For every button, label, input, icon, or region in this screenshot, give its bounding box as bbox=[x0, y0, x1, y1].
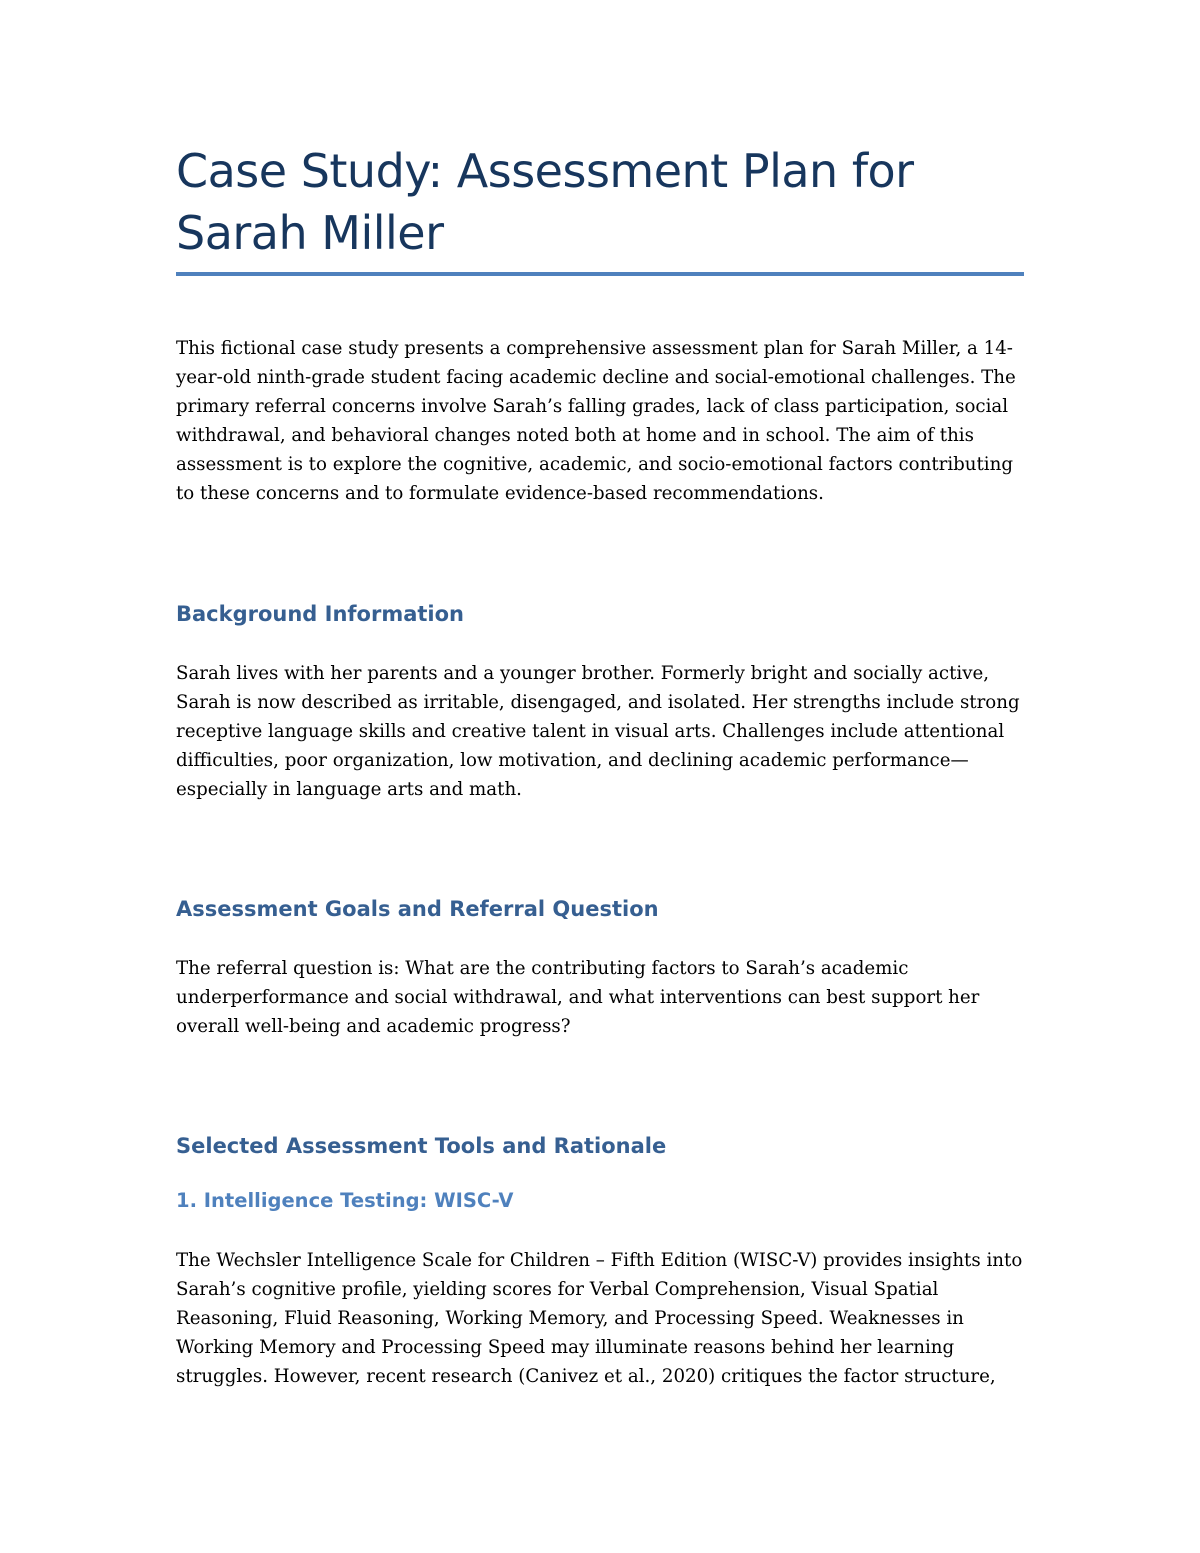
document-title: Case Study: Assessment Plan for Sarah Miller bbox=[176, 140, 1024, 276]
wisc-paragraph: The Wechsler Intelligence Scale for Children – Fifth Edition (WISC-V) provides insights into Sarah’s cognitive profile, yielding scores for Verbal Comprehension, Visual Spatial Reasoning, Fluid Reasoning, Working Memory, and Processing Speed. Weaknesses in Working Memory and Processing Speed may illuminate reasons behind her learning struggles. However, recent research (Canivez et al., 2020) critiques the factor structure, bbox=[176, 1250, 1023, 1387]
document-content bbox=[176, 140, 1024, 1391]
section-heading-goals: Assessment Goals and Referral Question bbox=[176, 897, 659, 921]
section-heading-background: Background Information bbox=[176, 602, 465, 626]
goals-paragraph: The referral question is: What are the contributing factors to Sarah’s academic underperformance and social withdrawal, and what interventions can best support her overall well-being and academic progress? bbox=[176, 958, 980, 1037]
section-heading-tools: Selected Assessment Tools and Rationale bbox=[176, 1134, 667, 1158]
intro-paragraph: This fictional case study presents a comprehensive assessment plan for Sarah Miller, a 14-year-old ninth-grade student facing academic decline and social-emotional challenges. The primary referral concerns involve Sarah’s falling grades, lack of class participation, social withdrawal, and behavioral changes noted both at home and in school. The aim of this assessment is to explore the cognitive, academic, and socio-emotional factors contributing to these concerns and to formulate evidence-based recommendations. bbox=[176, 338, 1016, 504]
subsection-heading-wisc: 1. Intelligence Testing: WISC-V bbox=[176, 1189, 514, 1212]
background-paragraph: Sarah lives with her parents and a younger brother. Formerly bright and socially active, Sarah is now described as irritable, disengaged, and isolated. Her strengths include strong receptive language skills and creative talent in visual arts. Challenges include attentional difficulties, poor organization, low motivation, and declining academic performance—especially in language arts and math. bbox=[176, 663, 1020, 800]
